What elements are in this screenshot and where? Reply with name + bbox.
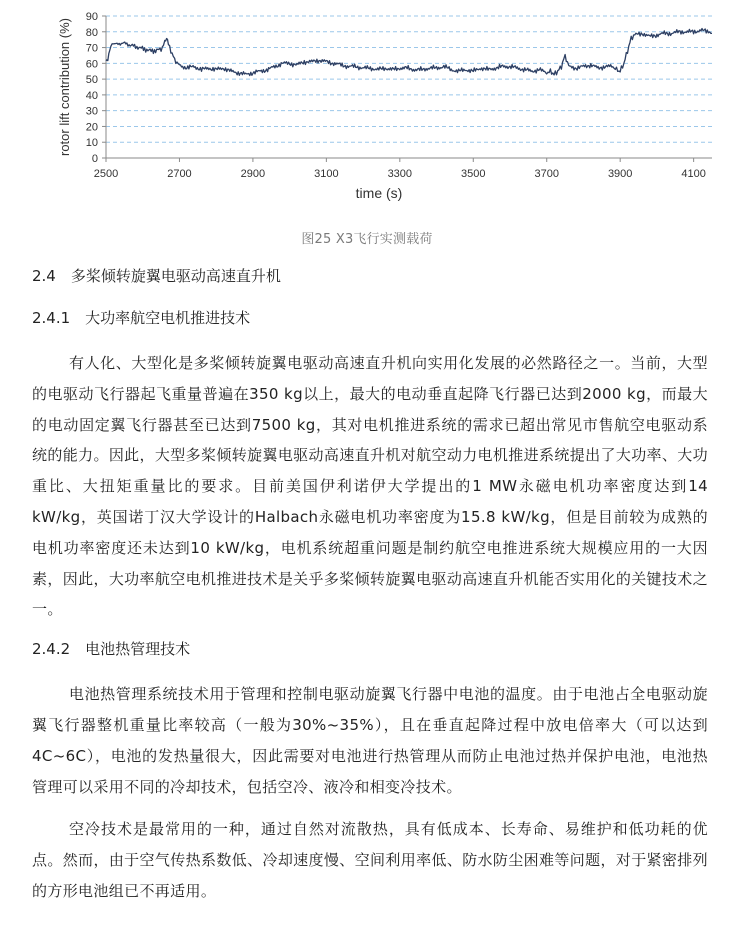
- y-tick-label: 40: [85, 89, 98, 102]
- y-tick-label: 90: [85, 11, 98, 23]
- y-tick-label: 20: [85, 121, 98, 134]
- y-tick-label: 0: [91, 153, 98, 165]
- plot-area: [106, 16, 712, 158]
- x-axis-title: time (s): [355, 185, 403, 201]
- figure: [0, 0, 734, 215]
- x-tick-label: 2500: [93, 168, 119, 180]
- x-tick-label: 3900: [607, 168, 633, 180]
- figure-caption: 图25 X3飞行实测载荷: [301, 232, 433, 247]
- x-tick-label: 2900: [240, 168, 266, 180]
- x-tick-label: 3700: [534, 168, 559, 180]
- subsection-heading: 2.4.2 电池热管理技术: [32, 640, 191, 659]
- article-body: [32, 264, 708, 919]
- y-tick-label: 10: [85, 137, 98, 150]
- paragraph: 有人化、大型化是多桨倾转旋翼电驱动高速直升机向实用化发展的必然路径之一。当前，大型的电驱动飞行器起飞重量普遍在350 kg以上，最大的电动垂直起降飞行器已达到2000 kg，而最大的电动固定翼飞行器甚至已达到7500 kg，其对电机推进系统的需求已超出常见市售航空电驱动系统的能力。因此，大型多桨倾转旋翼电驱动高速直升机对航空动力电机推进系统提出了大功率、大功重比、大扭矩重量比的要求。目前美国伊利诺伊大学提出的1 MW永磁电机功率密度达到14 kW/kg，英国诺丁汉大学设计的Halbach永磁电机功率密度为15.8 kW/kg，但是目前较为成熟的电机功率密度还未达到10 kW/kg，电机系统超重问题是制约航空电推进系统大规模应用的一大因素，因此，大功率航空电机推进技术是关乎多桨倾转旋翼电驱动高速直升机能否实用化的关键技术之一。: [32, 354, 708, 619]
- x-tick-label: 4100: [681, 168, 706, 180]
- x-tick-label: 2700: [167, 168, 192, 180]
- y-tick-label: 50: [85, 74, 98, 87]
- x-tick-label: 3100: [314, 168, 339, 180]
- y-tick-label: 80: [85, 26, 98, 39]
- y-tick-label: 70: [85, 42, 98, 55]
- y-tick-label: 60: [85, 58, 98, 71]
- y-axis-title: rotor lift contribution (%): [57, 18, 72, 156]
- subsection-heading: 2.4.1 大功率航空电机推进技术: [32, 309, 251, 327]
- x-tick-label: 3300: [387, 168, 413, 180]
- paragraph: 空冷技术是最常用的一种，通过自然对流散热，具有低成本、长寿命、易维护和低功耗的优点。然而，由于空气传热系数低、冷却速度慢、空间利用率低、防水防尘困难等问题，对于紧密排列的方形电池组已不再适用。: [32, 820, 708, 900]
- section-heading: 2.4 多桨倾转旋翼电驱动高速直升机: [32, 267, 281, 285]
- y-tick-label: 30: [85, 105, 98, 118]
- rotor-lift-chart: [0, 0, 734, 215]
- paragraph: 电池热管理系统技术用于管理和控制电驱动旋翼飞行器中电池的温度。由于电池占全电驱动旋翼飞行器整机重量比率较高（一般为30%~35%），且在垂直起降过程中放电倍率大（可以达到4C~6C），电池的发热量很大，因此需要对电池进行热管理从而防止电池过热并保护电池，电池热管理可以采用不同的冷却技术，包括空冷、液冷和相变冷技术。: [32, 685, 708, 796]
- x-tick-label: 3500: [461, 168, 486, 180]
